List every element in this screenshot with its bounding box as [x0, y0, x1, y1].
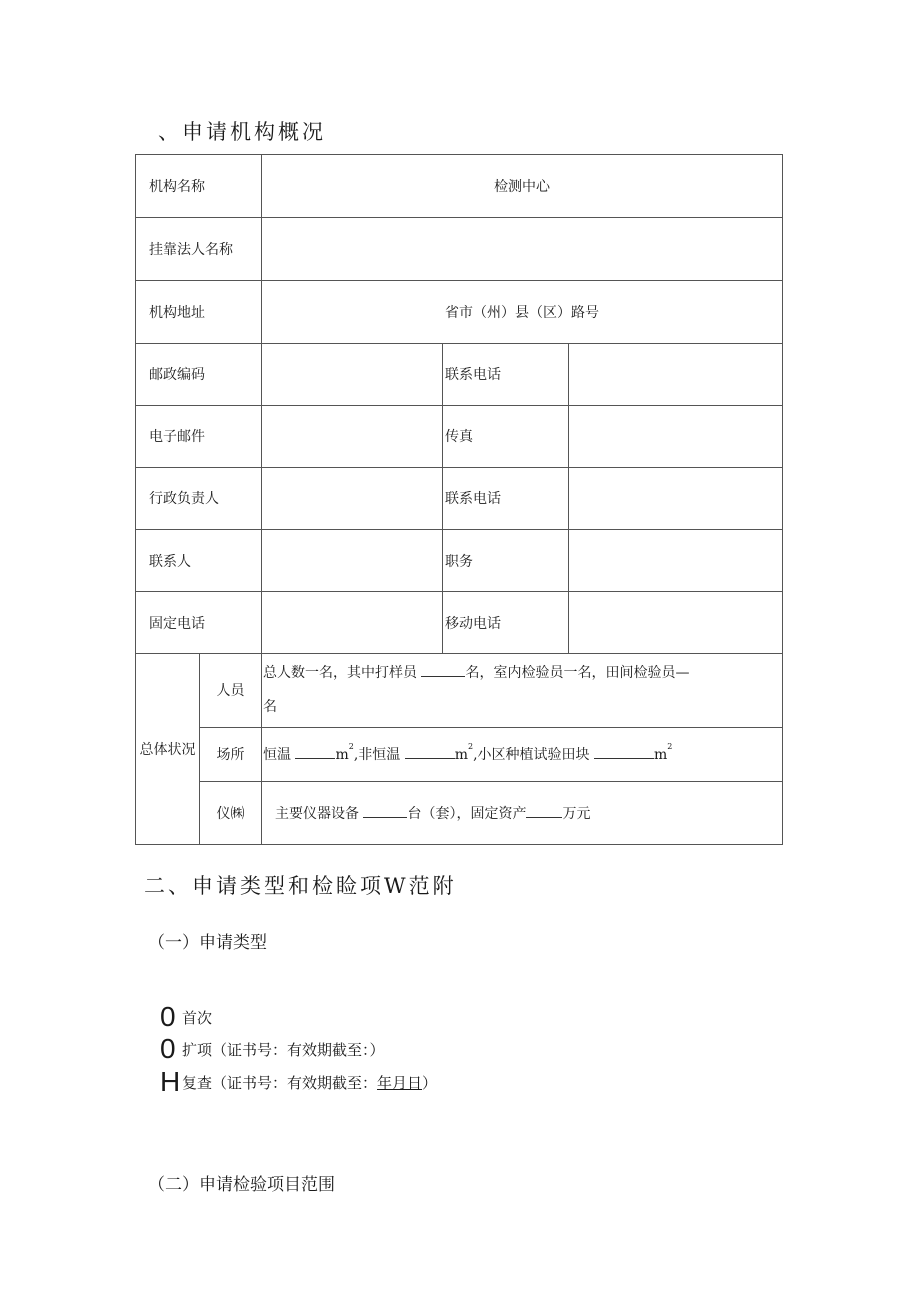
row-landline: [136, 592, 783, 654]
option-expansion-label: 扩项（证书号：有效期截至：）: [182, 1041, 385, 1059]
position-label: 职务: [443, 530, 569, 592]
phone-label: 联系电话: [443, 343, 569, 405]
row-postal: [136, 343, 783, 405]
non-constant-temp-area-blank[interactable]: [405, 746, 455, 759]
instrument-text-2: 台（套），固定资产: [407, 805, 527, 822]
address-label: 机构地址: [136, 281, 262, 343]
constant-temp-area-blank[interactable]: [295, 746, 335, 759]
row-legal-person: [136, 218, 783, 281]
legal-person-value[interactable]: [262, 218, 783, 281]
row-instrument: [136, 781, 783, 844]
row-site: [136, 727, 783, 781]
instrument-text-3: 万元: [562, 805, 591, 822]
landline-label: 固定电话: [136, 592, 262, 654]
admin-phone-value[interactable]: [569, 467, 783, 529]
staff-text-3: 名: [263, 699, 277, 716]
email-value[interactable]: [262, 405, 443, 467]
staff-text-2: 名，室内检验员一名，田间检验员—: [465, 665, 690, 682]
instrument-label: 仪㈱: [200, 781, 262, 844]
site-sup-1: 2: [348, 742, 354, 752]
option-review-date[interactable]: 年月日: [377, 1074, 423, 1092]
site-text-5: ,小区种植试验田块: [473, 747, 590, 764]
section-2-title: 二、申请类型和检睑项W范附: [144, 874, 457, 898]
mobile-value[interactable]: [569, 592, 783, 654]
fax-value[interactable]: [569, 405, 783, 467]
admin-label: 行政负责人: [136, 467, 262, 529]
row-admin: [136, 467, 783, 529]
site-text[interactable]: [262, 727, 783, 781]
postal-code-value[interactable]: [262, 343, 443, 405]
legal-person-label: 挂靠法人名称: [136, 218, 262, 281]
instrument-text-1: 主要仪器设备: [275, 805, 359, 822]
fixed-assets-blank[interactable]: [526, 805, 562, 818]
email-label: 电子邮件: [136, 405, 262, 467]
instrument-count-blank[interactable]: [363, 805, 407, 818]
option-first-time[interactable]: [160, 1001, 212, 1033]
site-text-6: m: [654, 747, 668, 764]
site-text-4: m: [454, 747, 469, 764]
phone-value[interactable]: [569, 343, 783, 405]
admin-phone-label: 联系电话: [443, 467, 569, 529]
org-name-value[interactable]: 检测中心: [262, 155, 783, 218]
section-1-title: 、申请机构概况: [158, 120, 326, 144]
postal-code-label: 邮政编码: [136, 343, 262, 405]
staff-blank[interactable]: [421, 664, 465, 677]
instrument-text[interactable]: [262, 781, 783, 844]
staff-text[interactable]: [262, 654, 783, 727]
option-expansion-checkbox[interactable]: 0: [160, 1033, 176, 1064]
landline-value[interactable]: [262, 592, 443, 654]
site-text-2: m: [335, 747, 349, 764]
staff-text-1: 总人数一名，其中打样员: [263, 665, 417, 682]
contact-label: 联系人: [136, 530, 262, 592]
staff-label: 人员: [200, 654, 262, 727]
site-text-1: 恒温: [263, 747, 291, 764]
mobile-label: 移动电话: [443, 592, 569, 654]
site-sup-3: 2: [667, 742, 673, 752]
option-expansion[interactable]: [160, 1033, 385, 1065]
overall-status-label: 总体状况: [136, 654, 200, 845]
address-value[interactable]: 省市（州）县（区）路号: [262, 281, 783, 343]
site-text-3: ,非恒温: [353, 747, 401, 764]
subsection-application-type: （一）申请类型: [148, 933, 267, 953]
contact-value[interactable]: [262, 530, 443, 592]
option-review[interactable]: [160, 1066, 437, 1098]
option-first-time-checkbox[interactable]: 0: [160, 1001, 176, 1032]
option-review-label: 复查（证书号：有效期截至：: [182, 1074, 378, 1092]
subsection-inspection-scope: （二）申请检验项目范围: [148, 1175, 335, 1195]
row-address: [136, 281, 783, 343]
position-value[interactable]: [569, 530, 783, 592]
row-org-name: [136, 155, 783, 218]
option-review-end: ）: [422, 1074, 438, 1092]
fax-label: 传真: [443, 405, 569, 467]
institution-overview-table: [135, 154, 783, 845]
admin-value[interactable]: [262, 467, 443, 529]
row-contact: [136, 530, 783, 592]
row-staff: [136, 654, 783, 727]
option-first-time-label: 首次: [182, 1009, 213, 1027]
row-email: [136, 405, 783, 467]
site-sup-2: 2: [468, 742, 474, 752]
trial-field-area-blank[interactable]: [594, 746, 654, 759]
option-review-checkbox[interactable]: H: [160, 1066, 181, 1097]
org-name-label: 机构名称: [136, 155, 262, 218]
site-label: 场所: [200, 727, 262, 781]
